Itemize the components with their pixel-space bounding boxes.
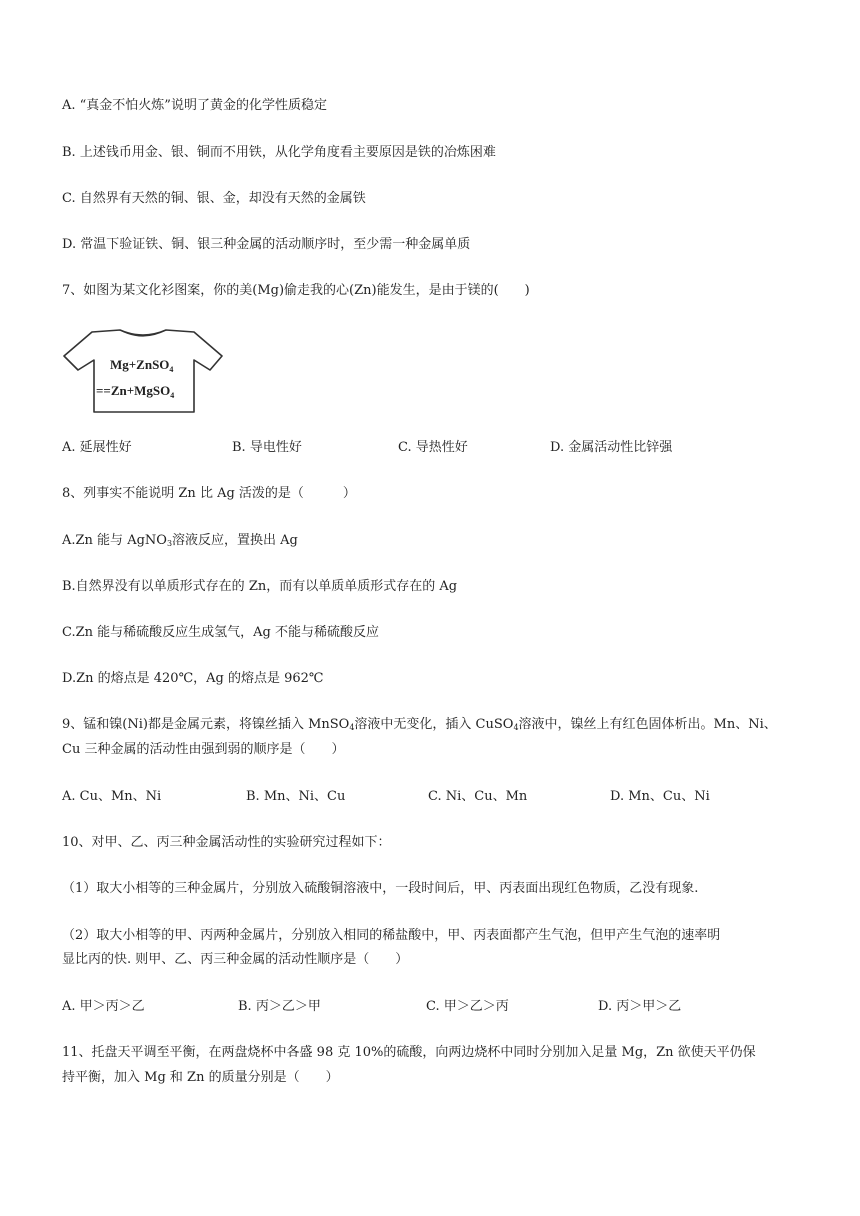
q6-option-a: A. “真金不怕火炼”说明了黄金的化学性质稳定 (62, 98, 327, 113)
q9-stem-line2: Cu 三种金属的活动性由强到弱的顺序是（ ） (62, 742, 345, 757)
q10-option-c: C. 甲＞乙＞丙 (426, 999, 509, 1014)
q10-step2-line2: 显比丙的快. 则甲、乙、丙三种金属的活动性顺序是（ ） (62, 952, 409, 967)
q10-step2-line1: （2）取大小相等的甲、丙两种金属片，分别放入相同的稀盐酸中，甲、丙表面都产生气泡，但甲产生气泡的速率明 (62, 928, 721, 943)
q6-option-d: D. 常温下验证铁、铜、银三种金属的活动顺序时，至少需一种金属单质 (62, 237, 471, 252)
q8-stem: 8、列事实不能说明 Zn 比 Ag 活泼的是（ ） (62, 486, 356, 501)
q10-option-b: B. 丙＞乙＞甲 (238, 999, 321, 1014)
q7-option-c: C. 导热性好 (398, 440, 468, 455)
q9-option-d: D. Mn、Cu、Ni (610, 789, 710, 804)
q6-option-c: C. 自然界有天然的铜、银、金，却没有天然的金属铁 (62, 191, 366, 206)
q8-option-b: B.自然界没有以单质形式存在的 Zn，而有以单质单质形式存在的 Ag (62, 579, 458, 594)
q7-option-a: A. 延展性好 (62, 440, 132, 455)
q10-option-a: A. 甲＞丙＞乙 (62, 999, 145, 1014)
t-shirt-illustration (62, 328, 224, 414)
q6-option-b: B. 上述钱币用金、银、铜而不用铁，从化学角度看主要原因是铁的冶炼困难 (62, 145, 496, 160)
q10-stem: 10、对甲、乙、丙三种金属活动性的实验研究过程如下： (62, 835, 391, 850)
q9-option-b: B. Mn、Ni、Cu (246, 789, 346, 804)
q7-option-d: D. 金属活动性比锌强 (550, 440, 673, 455)
q11-stem-line2: 持平衡，加入 Mg 和 Zn 的质量分别是（ ） (62, 1070, 339, 1085)
q8-option-d: D.Zn 的熔点是 420℃，Ag 的熔点是 962℃ (62, 671, 324, 686)
q9-stem-line1: 9、锰和镍(Ni)都是金属元素，将镍丝插入 MnSO$_4$溶液中无变化，插入 CuSO$_4$溶液中，镍丝上有红色固体析出。Mn、Ni、 (62, 717, 777, 732)
q8-option-c: C.Zn 能与稀硫酸反应生成氢气，Ag 不能与稀硫酸反应 (62, 625, 379, 640)
q10-option-d: D. 丙＞甲＞乙 (598, 999, 682, 1014)
shirt-equation-line2: ==Zn+MgSO$_4$ (96, 383, 175, 400)
q9-option-c: C. Ni、Cu、Mn (428, 789, 528, 804)
shirt-equation-line1: Mg+ZnSO$_4$ (110, 357, 174, 374)
q7-stem: 7、如图为某文化衫图案，你的美(Mg)偷走我的心(Zn)能发生，是由于镁的( ) (62, 283, 530, 298)
q8-option-a: A.Zn 能与 AgNO$_3$溶液反应，置换出 Ag (62, 533, 298, 548)
q7-option-b: B. 导电性好 (232, 440, 302, 455)
q10-step1: （1）取大小相等的三种金属片，分别放入硫酸铜溶液中，一段时间后，甲、丙表面出现红色物质，乙没有现象. (62, 881, 699, 896)
q9-option-a: A. Cu、Mn、Ni (62, 789, 162, 804)
q11-stem-line1: 11、托盘天平调至平衡，在两盘烧杯中各盛 98 克 10%的硫酸，向两边烧杯中同时分别加入足量 Mg，Zn 欲使天平仍保 (62, 1045, 756, 1060)
